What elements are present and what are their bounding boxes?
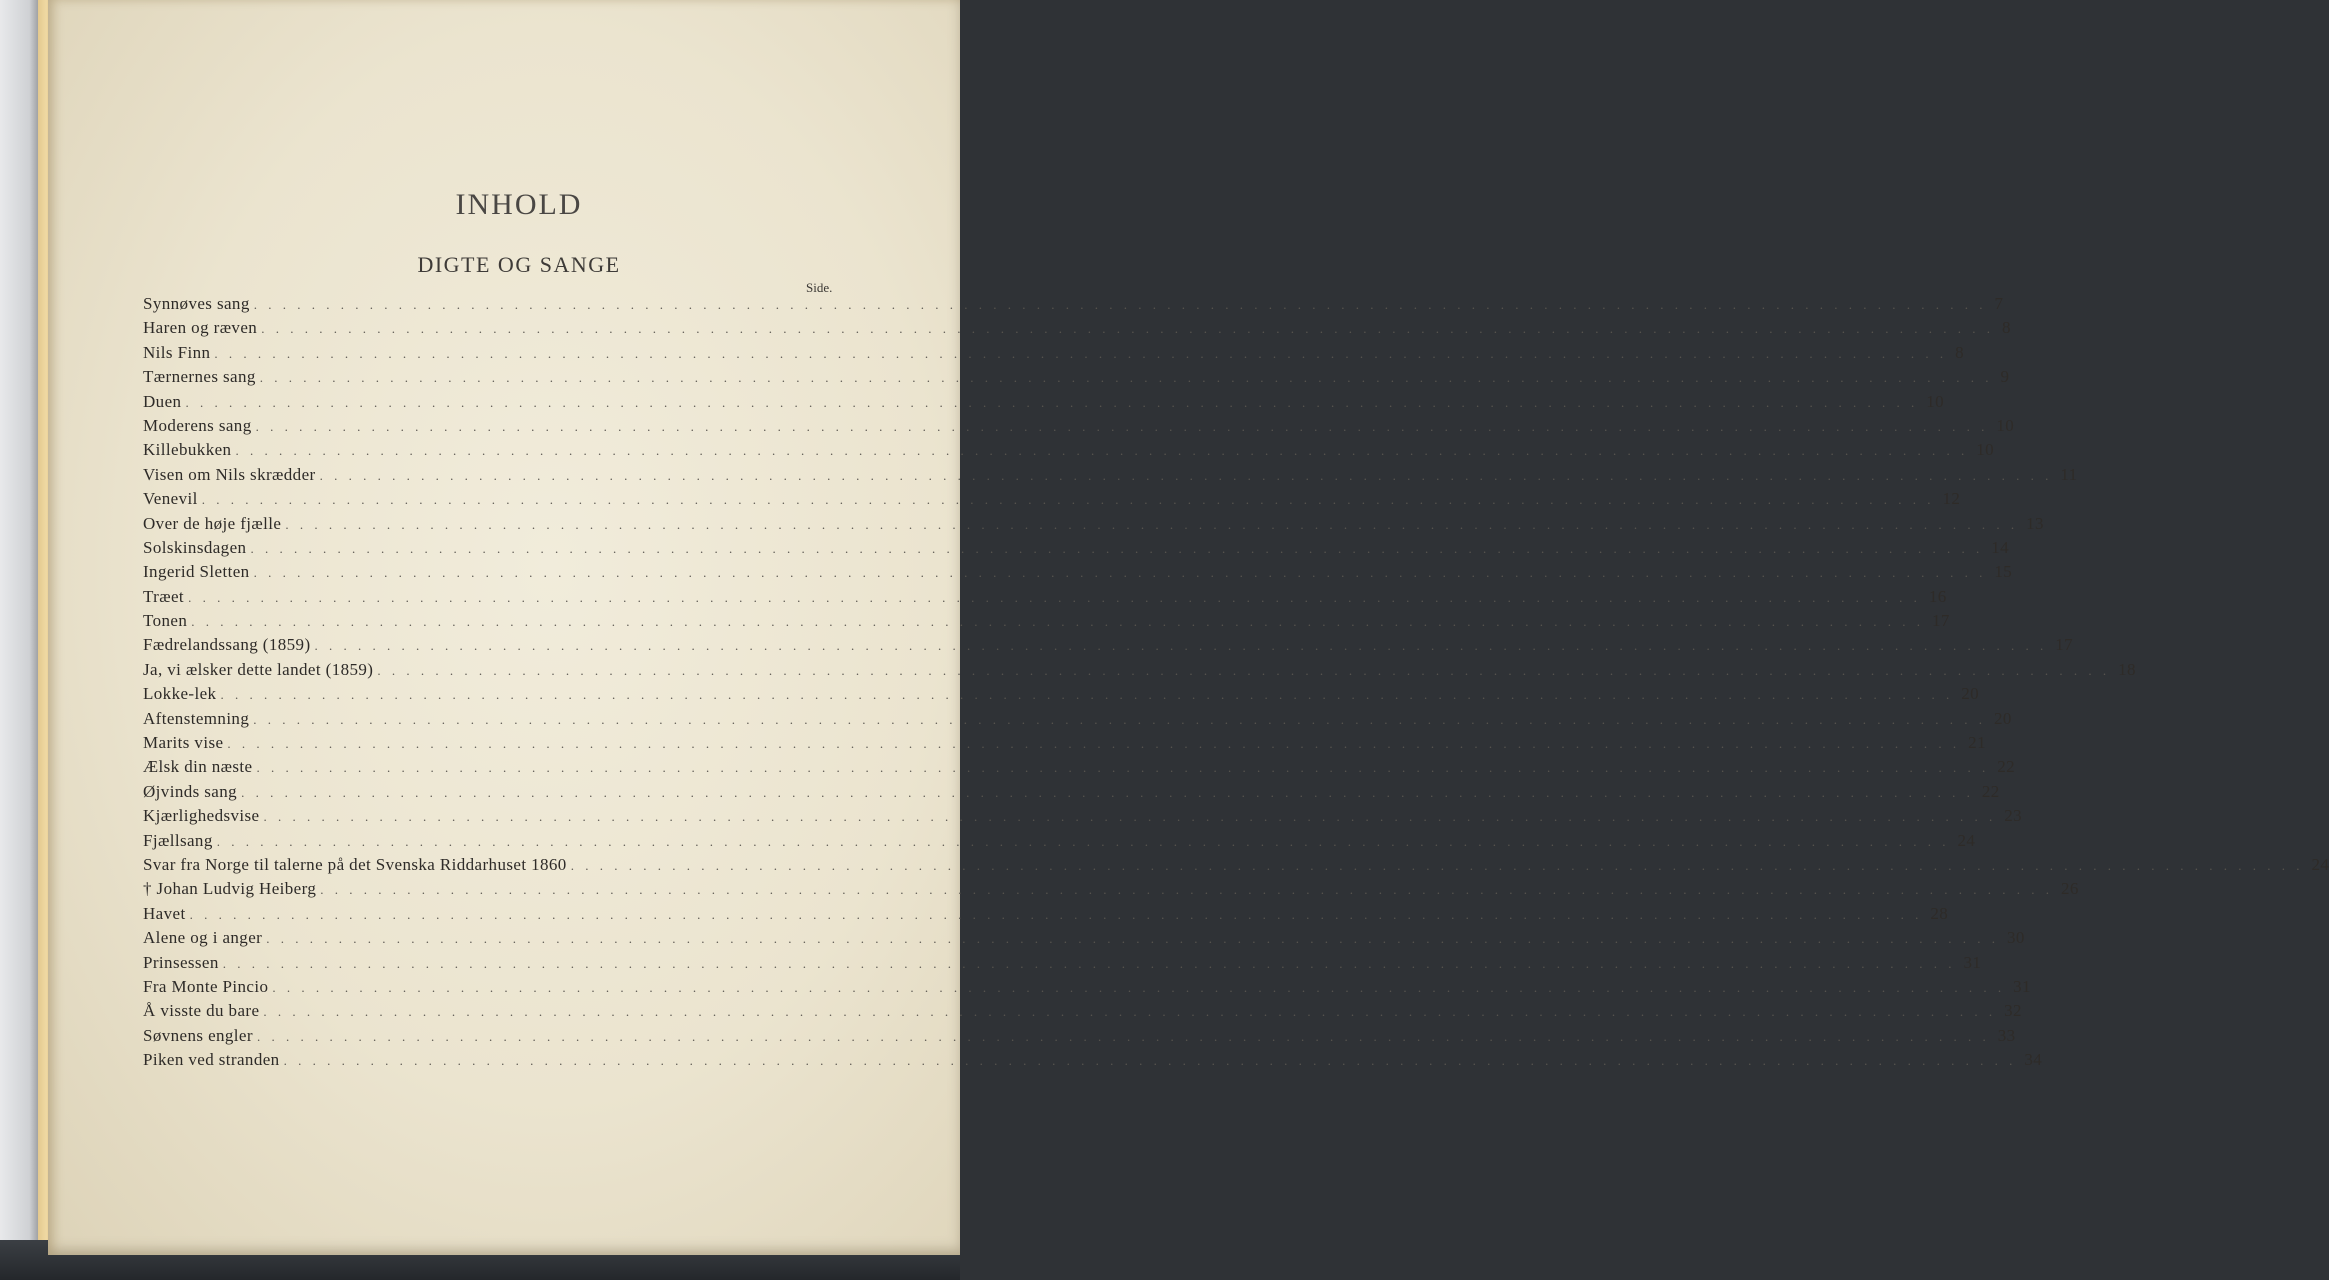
toc-entry-page: 9 [2000, 367, 2010, 387]
page-title: INHOLD [455, 188, 583, 221]
toc-entry-page: 31 [2013, 976, 2031, 996]
toc-entry-page: 24 [1957, 830, 1976, 850]
toc-entry-page: 24 [2311, 854, 2329, 874]
desk-background [0, 0, 42, 1280]
page-column-label: Side. [806, 280, 833, 295]
dot-leader: . . . . . . . . . . . . . . . . . . . . . . . . . . . . . . . . . . . . . . . . . . . . . . . . . . . . . . . . . . . . . . . . . . . . . . . . . . . . . . . . . . . . . . . . . . . . . . . . . . . . . . . . . . . . . . . . . . . . . . . . [253, 565, 1987, 581]
toc-entry-page: 14 [1991, 537, 2009, 557]
dot-leader: . . . . . . . . . . . . . . . . . . . . . . . . . . . . . . . . . . . . . . . . . . . . . . . . . . . . . . . . . . . . . . . . . . . . . . . . . . . . . . . . . . . . . . . . . . . . . . . . . . . . . . . . . . . . . . . . . . . . . . . . [319, 467, 2053, 483]
toc-entry [143, 342, 1965, 367]
toc-entry-page: 20 [1994, 708, 2012, 728]
toc-entry-page: 17 [1932, 611, 1950, 631]
toc-entry-page: 16 [1928, 586, 1947, 606]
toc-entry-page: 17 [2055, 635, 2074, 655]
toc-entry-page: 8 [2001, 318, 2011, 338]
toc-entry-title: Kjærlighedsvise [143, 806, 260, 826]
dot-leader: . . . . . . . . . . . . . . . . . . . . . . . . . . . . . . . . . . . . . . . . . . . . . . . . . . . . . . . . . . . . . . . . . . . . . . . . . . . . . . . . . . . . . . . . . . . . . . . . . . . . . . . . . . . . . . . . . . . . . . . . [285, 516, 2019, 532]
toc-entry-page: 18 [2118, 659, 2136, 679]
toc-entry-title: Alene og i anger [143, 928, 263, 948]
dot-leader: . . . . . . . . . . . . . . . . . . . . . . . . . . . . . . . . . . . . . . . . . . . . . . . . . . . . . . . . . . . . . . . . . . . . . . . . . . . . . . . . . . . . . . . . . . . . . . . . . . . . . . . . . . . . . . . . . . . . . . . . [216, 833, 1950, 849]
toc-entry [143, 708, 2012, 733]
toc-entry [143, 952, 1982, 977]
toc-entry-page: 10 [1926, 391, 1944, 411]
toc-entry-page: 10 [1996, 415, 2015, 435]
dot-leader: . . . . . . . . . . . . . . . . . . . . . . . . . . . . . . . . . . . . . . . . . . . . . . . . . . . . . . . . . . . . . . . . . . . . . . . . . . . . . . . . . . . . . . . . . . . . . . . . . . . . . . . . . . . . . . . . . . . . . . . . [191, 614, 1924, 630]
toc-entry-title: Ælsk din næste [143, 757, 253, 777]
toc-entry [143, 830, 1976, 855]
dot-leader: . . . . . . . . . . . . . . . . . . . . . . . . . . . . . . . . . . . . . . . . . . . . . . . . . . . . . . . . . . . . . . . . . . . . . . . . . . . . . . . . . . . . . . . . . . . . . . . . . . . . . . . . . . . . . . . . . . . . . . . . [214, 345, 1948, 361]
toc-entry-title: Moderens sang [143, 415, 252, 435]
toc-entry-page: 28 [1930, 903, 1949, 923]
toc-entry [143, 537, 2009, 562]
toc-entry [143, 659, 2136, 684]
dot-leader: . . . . . . . . . . . . . . . . . . . . . . . . . . . . . . . . . . . . . . . . . . . . . . . . . . . . . . . . . . . . . . . . . . . . . . . . . . . . . . . . . . . . . . . . . . . . . . . . . . . . . . . . . . . . . . . . . . . . . . . . [377, 662, 2111, 678]
toc-entry-title: Haren og ræven [143, 318, 258, 338]
dot-leader: . . . . . . . . . . . . . . . . . . . . . . . . . . . . . . . . . . . . . . . . . . . . . . . . . . . . . . . . . . . . . . . . . . . . . . . . . . . . . . . . . . . . . . . . . . . . . . . . . . . . . . . . . . . . . . . . . . . . . . . . [227, 736, 1961, 752]
toc-entry-title: Fædrelandssang (1859) [143, 635, 311, 655]
toc-entry-page: 20 [1961, 684, 1980, 704]
toc-entry [143, 464, 2078, 489]
toc-entry-page: 32 [2004, 1001, 2022, 1021]
toc-entry-title: Søvnens engler [143, 1025, 253, 1045]
dot-leader: . . . . . . . . . . . . . . . . . . . . . . . . . . . . . . . . . . . . . . . . . . . . . . . . . . . . . . . . . . . . . . . . . . . . . . . . . . . . . . . . . . . . . . . . . . . . . . . . . . . . . . . . . . . . . . . . . . . . . . . . [261, 321, 1994, 337]
toc-entry-title: Aftenstemning [143, 708, 250, 728]
toc-entry [143, 513, 2044, 538]
toc-entry-title: Visen om Nils skrædder [143, 464, 316, 484]
toc-entry-title: Solskinsdagen [143, 537, 247, 557]
dot-leader: . . . . . . . . . . . . . . . . . . . . . . . . . . . . . . . . . . . . . . . . . . . . . . . . . . . . . . . . . . . . . . . . . . . . . . . . . . . . . . . . . . . . . . . . . . . . . . . . . . . . . . . . . . . . . . . . . . . . . . . . [320, 882, 2054, 898]
toc-entry [143, 684, 1980, 708]
toc-entry-title: Tonen [143, 611, 188, 631]
toc-entry [143, 294, 2004, 318]
toc-entry-page: 8 [1955, 342, 1965, 362]
toc-entry [143, 586, 1947, 611]
toc-entry-page: 13 [2026, 513, 2044, 533]
toc-entry-page: 34 [2024, 1050, 2043, 1070]
toc-entry [143, 1001, 2022, 1025]
toc-entry-page: 7 [1994, 294, 2004, 313]
toc-entry-page: 15 [1994, 562, 2013, 582]
dot-leader: . . . . . . . . . . . . . . . . . . . . . . . . . . . . . . . . . . . . . . . . . . . . . . . . . . . . . . . . . . . . . . . . . . . . . . . . . . . . . . . . . . . . . . . . . . . . . . . . . . . . . . . . . . . . . . . . . . . . . . . . [255, 418, 1989, 434]
toc-entry [143, 440, 1994, 464]
toc-entry-title: Øjvinds sang [143, 781, 238, 801]
toc-entry [143, 489, 1961, 513]
toc-entry-title: Å visste du bare [143, 1001, 260, 1021]
dot-leader: . . . . . . . . . . . . . . . . . . . . . . . . . . . . . . . . . . . . . . . . . . . . . . . . . . . . . . . . . . . . . . . . . . . . . . . . . . . . . . . . . . . . . . . . . . . . . . . . . . . . . . . . . . . . . . . . . . . . . . . . [222, 955, 1956, 971]
toc-entry [143, 1025, 2016, 1050]
toc-entry [143, 1050, 2043, 1074]
toc-entry-page: 33 [1997, 1025, 2016, 1045]
toc-entry [143, 733, 1986, 757]
toc-entry-title: Nils Finn [143, 342, 211, 362]
toc-entry [143, 757, 2016, 781]
toc-entry [143, 903, 1949, 928]
toc-entry [143, 367, 2010, 391]
book-page [48, 0, 2329, 1255]
toc-entry-title: Piken ved stranden [143, 1050, 280, 1070]
toc-entry-title: Fra Monte Pincio [143, 976, 269, 996]
toc-entry-title: Fjællsang [143, 830, 213, 850]
toc-entry-title: † Johan Ludvig Heiberg [143, 879, 317, 899]
dot-leader: . . . . . . . . . . . . . . . . . . . . . . . . . . . . . . . . . . . . . . . . . . . . . . . . . . . . . . . . . . . . . . . . . . . . . . . . . . . . . . . . . . . . . . . . . . . . . . . . . . . . . . . . . . . . . . . . . . . . . . . . [272, 979, 2006, 995]
dot-leader: . . . . . . . . . . . . . . . . . . . . . . . . . . . . . . . . . . . . . . . . . . . . . . . . . . . . . . . . . . . . . . . . . . . . . . . . . . . . . . . . . . . . . . . . . . . . . . . . . . . . . . . . . . . . . . . . . . . . . . . . [263, 1004, 1997, 1020]
dot-leader: . . . . . . . . . . . . . . . . . . . . . . . . . . . . . . . . . . . . . . . . . . . . . . . . . . . . . . . . . . . . . . . . . . . . . . . . . . . . . . . . . . . . . . . . . . . . . . . . . . . . . . . . . . . . . . . . . . . . . . . . [263, 809, 1997, 825]
toc-entry-title: Lokke-lek [143, 684, 217, 704]
toc-entry-page: 12 [1942, 489, 1961, 509]
dot-leader: . . . . . . . . . . . . . . . . . . . . . . . . . . . . . . . . . . . . . . . . . . . . . . . . . . . . . . . . . . . . . . . . . . . . . . . . . . . . . . . . . . . . . . . . . . . . . . . . . . . . . . . . . . . . . . . . . . . . . . . . [188, 589, 1921, 605]
toc-entry-page: 21 [1968, 733, 1986, 753]
toc-entry [143, 928, 2025, 952]
toc-entry-page: 23 [2004, 806, 2023, 826]
toc-entry-title: Havet [143, 903, 186, 923]
dot-leader: . . . . . . . . . . . . . . . . . . . . . . . . . . . . . . . . . . . . . . . . . . . . . . . . . . . . . . . . . . . . . . . . . . . . . . . . . . . . . . . . . . . . . . . . . . . . . . . . . . . . . . . . . . . . . . . . . . . . . . . . [570, 857, 2304, 873]
toc-entry [143, 391, 1944, 416]
toc-entry-page: 22 [1997, 757, 2016, 777]
toc-entry [143, 635, 2074, 659]
dot-leader: . . . . . . . . . . . . . . . . . . . . . . . . . . . . . . . . . . . . . . . . . . . . . . . . . . . . . . . . . . . . . . . . . . . . . . . . . . . . . . . . . . . . . . . . . . . . . . . . . . . . . . . . . . . . . . . . . . . . . . . . [259, 370, 1993, 386]
toc-entry-title: Træet [143, 586, 185, 606]
toc-entry-title: Tærnernes sang [143, 367, 256, 387]
toc-entry-title: Ja, vi ælsker dette landet (1859) [143, 659, 374, 679]
toc-entry-page: 10 [1976, 440, 1994, 460]
toc-entry-page: 11 [2060, 464, 2078, 484]
dot-leader: . . . . . . . . . . . . . . . . . . . . . . . . . . . . . . . . . . . . . . . . . . . . . . . . . . . . . . . . . . . . . . . . . . . . . . . . . . . . . . . . . . . . . . . . . . . . . . . . . . . . . . . . . . . . . . . . . . . . . . . . [253, 297, 1987, 312]
toc-entry-title: Marits vise [143, 733, 224, 753]
dot-leader: . . . . . . . . . . . . . . . . . . . . . . . . . . . . . . . . . . . . . . . . . . . . . . . . . . . . . . . . . . . . . . . . . . . . . . . . . . . . . . . . . . . . . . . . . . . . . . . . . . . . . . . . . . . . . . . . . . . . . . . . [201, 492, 1935, 508]
toc-entry-title: Killebukken [143, 440, 232, 460]
toc-entry [143, 415, 2015, 440]
toc-entry [143, 611, 1950, 635]
dot-leader: . . . . . . . . . . . . . . . . . . . . . . . . . . . . . . . . . . . . . . . . . . . . . . . . . . . . . . . . . . . . . . . . . . . . . . . . . . . . . . . . . . . . . . . . . . . . . . . . . . . . . . . . . . . . . . . . . . . . . . . . [256, 1028, 1990, 1044]
toc-entry-title: Duen [143, 391, 182, 411]
dot-leader: . . . . . . . . . . . . . . . . . . . . . . . . . . . . . . . . . . . . . . . . . . . . . . . . . . . . . . . . . . . . . . . . . . . . . . . . . . . . . . . . . . . . . . . . . . . . . . . . . . . . . . . . . . . . . . . . . . . . . . . . [235, 443, 1969, 459]
toc-entry [143, 806, 2023, 830]
dot-leader: . . . . . . . . . . . . . . . . . . . . . . . . . . . . . . . . . . . . . . . . . . . . . . . . . . . . . . . . . . . . . . . . . . . . . . . . . . . . . . . . . . . . . . . . . . . . . . . . . . . . . . . . . . . . . . . . . . . . . . . . [220, 687, 1954, 703]
toc-entry [143, 879, 2079, 903]
dot-leader: . . . . . . . . . . . . . . . . . . . . . . . . . . . . . . . . . . . . . . . . . . . . . . . . . . . . . . . . . . . . . . . . . . . . . . . . . . . . . . . . . . . . . . . . . . . . . . . . . . . . . . . . . . . . . . . . . . . . . . . . [241, 784, 1974, 800]
toc-entry-page: 31 [1963, 952, 1982, 972]
toc-entry [143, 562, 2013, 586]
dot-leader: . . . . . . . . . . . . . . . . . . . . . . . . . . . . . . . . . . . . . . . . . . . . . . . . . . . . . . . . . . . . . . . . . . . . . . . . . . . . . . . . . . . . . . . . . . . . . . . . . . . . . . . . . . . . . . . . . . . . . . . . [250, 540, 1984, 556]
dot-leader: . . . . . . . . . . . . . . . . . . . . . . . . . . . . . . . . . . . . . . . . . . . . . . . . . . . . . . . . . . . . . . . . . . . . . . . . . . . . . . . . . . . . . . . . . . . . . . . . . . . . . . . . . . . . . . . . . . . . . . . . [189, 906, 1923, 922]
dot-leader: . . . . . . . . . . . . . . . . . . . . . . . . . . . . . . . . . . . . . . . . . . . . . . . . . . . . . . . . . . . . . . . . . . . . . . . . . . . . . . . . . . . . . . . . . . . . . . . . . . . . . . . . . . . . . . . . . . . . . . . . [256, 760, 1990, 776]
dot-leader: . . . . . . . . . . . . . . . . . . . . . . . . . . . . . . . . . . . . . . . . . . . . . . . . . . . . . . . . . . . . . . . . . . . . . . . . . . . . . . . . . . . . . . . . . . . . . . . . . . . . . . . . . . . . . . . . . . . . . . . . [185, 394, 1919, 410]
dot-leader: . . . . . . . . . . . . . . . . . . . . . . . . . . . . . . . . . . . . . . . . . . . . . . . . . . . . . . . . . . . . . . . . . . . . . . . . . . . . . . . . . . . . . . . . . . . . . . . . . . . . . . . . . . . . . . . . . . . . . . . . [266, 931, 1999, 947]
dot-leader: . . . . . . . . . . . . . . . . . . . . . . . . . . . . . . . . . . . . . . . . . . . . . . . . . . . . . . . . . . . . . . . . . . . . . . . . . . . . . . . . . . . . . . . . . . . . . . . . . . . . . . . . . . . . . . . . . . . . . . . . [314, 638, 2048, 654]
section-title: DIGTE OG SANGE [417, 252, 621, 277]
toc-entry-page: 30 [2006, 928, 2025, 948]
dot-leader: . . . . . . . . . . . . . . . . . . . . . . . . . . . . . . . . . . . . . . . . . . . . . . . . . . . . . . . . . . . . . . . . . . . . . . . . . . . . . . . . . . . . . . . . . . . . . . . . . . . . . . . . . . . . . . . . . . . . . . . . [253, 711, 1986, 727]
dot-leader: . . . . . . . . . . . . . . . . . . . . . . . . . . . . . . . . . . . . . . . . . . . . . . . . . . . . . . . . . . . . . . . . . . . . . . . . . . . . . . . . . . . . . . . . . . . . . . . . . . . . . . . . . . . . . . . . . . . . . . . . [283, 1053, 2017, 1069]
toc-entry-title: Prinsessen [143, 952, 219, 972]
toc-entry-title: Ingerid Sletten [143, 562, 250, 582]
toc-entry [143, 976, 2031, 1001]
toc-entry-title: Venevil [143, 489, 198, 509]
toc-entry-title: Over de høje fjælle [143, 513, 282, 533]
toc-entry-title: Synnøves sang [143, 294, 250, 313]
toc-entry-page: 22 [1981, 781, 2000, 801]
toc-entry [143, 854, 2329, 879]
table-of-contents [143, 294, 2329, 1075]
toc-entry [143, 318, 2011, 342]
toc-entry [143, 781, 2000, 806]
toc-entry-title: Svar fra Norge til talerne på det Svenska Riddarhuset 1860 [143, 854, 567, 874]
toc-entry-page: 26 [2061, 879, 2079, 899]
